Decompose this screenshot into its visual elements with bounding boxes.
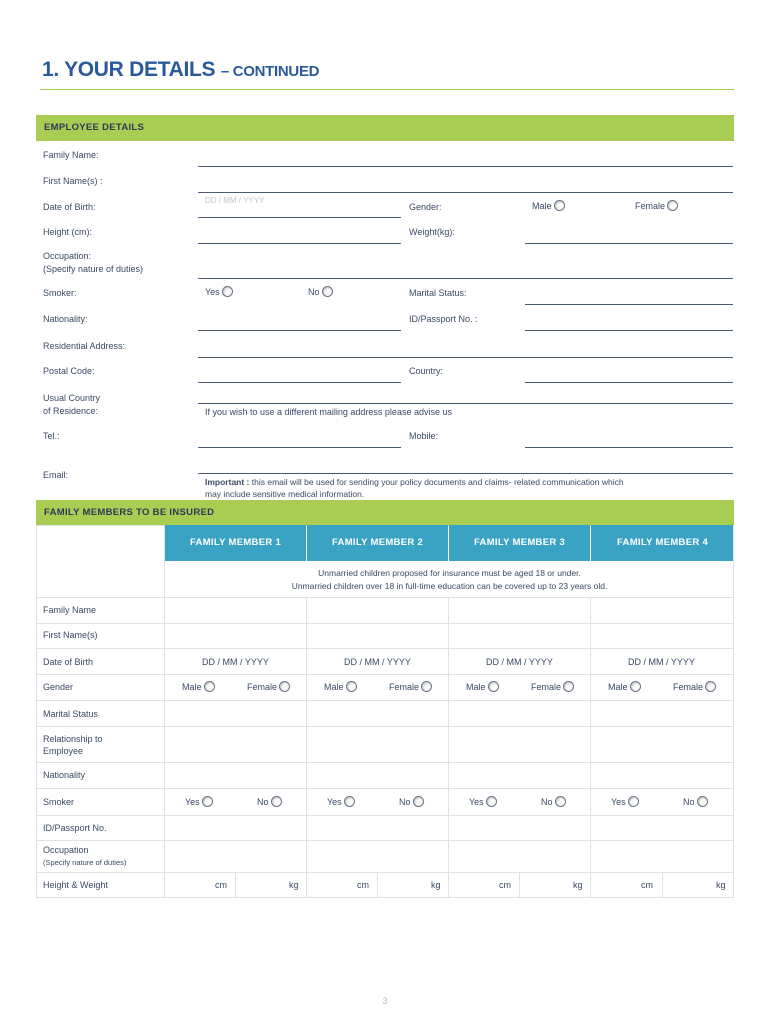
usual-country-field[interactable] <box>198 403 733 404</box>
member-2-cm: cm <box>357 880 369 890</box>
marital-label: Marital Status: <box>409 288 467 298</box>
female-label: Female <box>531 682 562 692</box>
dob-label: Date of Birth: <box>43 202 96 212</box>
member-1-dob-placeholder[interactable]: DD / MM / YYYY <box>202 657 269 667</box>
table-border-right <box>733 525 734 898</box>
male-label: Male <box>466 682 486 692</box>
row-label-occupation: Occupation <box>43 845 89 855</box>
table-divider <box>448 597 449 898</box>
smoker-no-label: No <box>308 287 320 297</box>
gender-female-radio[interactable] <box>667 200 678 211</box>
mailing-address-note: If you wish to use a different mailing address please advise us <box>205 407 452 417</box>
member-1-smoker-no-radio[interactable] <box>271 796 282 807</box>
family-member-2-header: FAMILY MEMBER 2 <box>307 525 448 561</box>
first-names-field[interactable] <box>198 192 733 193</box>
member-1-smoker-no[interactable] <box>257 796 282 807</box>
dob-placeholder: DD / MM / YYYY <box>205 196 265 205</box>
important-label: Important : <box>205 477 250 487</box>
member-1-female-option[interactable] <box>247 681 290 692</box>
gender-label: Gender: <box>409 202 442 212</box>
member-3-smoker-yes-radio[interactable] <box>486 796 497 807</box>
row-label-relationship-2: Employee <box>43 746 84 756</box>
female-label: Female <box>389 682 420 692</box>
member-2-dob-placeholder[interactable]: DD / MM / YYYY <box>344 657 411 667</box>
dob-field[interactable] <box>198 217 401 218</box>
member-4-dob-placeholder[interactable]: DD / MM / YYYY <box>628 657 695 667</box>
page-title <box>42 58 319 82</box>
nationality-label: Nationality: <box>43 314 88 324</box>
member-1-male-option[interactable] <box>182 681 215 692</box>
weight-label: Weight(kg): <box>409 227 455 237</box>
member-4-female-radio[interactable] <box>705 681 716 692</box>
member-3-female-radio[interactable] <box>563 681 574 692</box>
page-number: 3 <box>382 996 388 1006</box>
no-label: No <box>399 797 411 807</box>
age-note-1: Unmarried children proposed for insurance must be aged 18 or under. <box>318 568 581 578</box>
smoker-no-radio[interactable] <box>322 286 333 297</box>
row-label-gender: Gender <box>43 682 74 692</box>
table-row-divider <box>36 597 734 598</box>
family-member-4-header: FAMILY MEMBER 4 <box>591 525 734 561</box>
male-label: Male <box>182 682 202 692</box>
member-1-female-radio[interactable] <box>279 681 290 692</box>
member-4-male-radio[interactable] <box>630 681 641 692</box>
passport-field[interactable] <box>525 330 733 331</box>
gender-male-label: Male <box>532 201 552 211</box>
table-row-divider <box>36 788 734 789</box>
row-label-smoker: Smoker <box>43 797 75 807</box>
member-2-smoker-yes-radio[interactable] <box>344 796 355 807</box>
occupation-hint: (Specify nature of duties) <box>43 264 144 274</box>
usual-country-label-2: of Residence: <box>43 406 99 416</box>
height-field[interactable] <box>198 243 401 244</box>
family-members-title: FAMILY MEMBERS TO BE INSURED <box>44 507 215 518</box>
important-text: this email will be used for sending your policy documents and claims- related communication which <box>249 477 624 487</box>
country-label: Country: <box>409 366 444 376</box>
smoker-yes-label: Yes <box>205 287 220 297</box>
nationality-field[interactable] <box>198 330 401 331</box>
member-1-smoker-yes-radio[interactable] <box>202 796 213 807</box>
member-3-dob-placeholder[interactable]: DD / MM / YYYY <box>486 657 553 667</box>
member-1-male-radio[interactable] <box>204 681 215 692</box>
yes-label: Yes <box>185 797 200 807</box>
smoker-yes-option[interactable] <box>205 286 233 297</box>
member-3-smoker-no-radio[interactable] <box>555 796 566 807</box>
member-4-smoker-yes[interactable] <box>611 796 639 807</box>
female-label: Female <box>247 682 278 692</box>
table-divider <box>662 872 663 898</box>
family-name-field[interactable] <box>198 166 733 167</box>
row-label-occupation-hint: (Specify nature of duties) <box>43 858 127 867</box>
member-2-smoker-no-radio[interactable] <box>413 796 424 807</box>
member-3-cm: cm <box>499 880 511 890</box>
member-3-male-radio[interactable] <box>488 681 499 692</box>
row-label-passport: ID/Passport No. <box>43 823 107 833</box>
occupation-field[interactable] <box>198 278 733 279</box>
row-label-nationality: Nationality <box>43 770 86 780</box>
first-names-label: First Name(s) : <box>43 176 103 186</box>
usual-country-label-1: Usual Country <box>43 393 101 403</box>
member-4-male-option[interactable] <box>608 681 641 692</box>
smoker-yes-radio[interactable] <box>222 286 233 297</box>
postal-field[interactable] <box>198 382 401 383</box>
occupation-label: Occupation: <box>43 251 92 261</box>
passport-label: ID/Passport No. : <box>409 314 478 324</box>
table-row-divider <box>36 700 734 701</box>
email-label: Email: <box>43 470 69 480</box>
weight-field[interactable] <box>525 243 733 244</box>
row-label-first-names: First Name(s) <box>43 630 98 640</box>
member-2-male-radio[interactable] <box>346 681 357 692</box>
family-members-header <box>36 500 734 526</box>
row-label-dob: Date of Birth <box>43 657 94 667</box>
member-2-smoker-yes[interactable] <box>327 796 355 807</box>
member-2-male-option[interactable] <box>324 681 357 692</box>
table-divider <box>164 525 165 898</box>
row-label-marital: Marital Status <box>43 709 99 719</box>
table-divider <box>235 872 236 898</box>
member-1-cm: cm <box>215 880 227 890</box>
family-member-3-header: FAMILY MEMBER 3 <box>449 525 590 561</box>
address-field[interactable] <box>198 357 733 358</box>
gender-female-label: Female <box>635 201 666 211</box>
family-member-1-header: FAMILY MEMBER 1 <box>165 525 306 561</box>
title-divider <box>40 89 734 90</box>
member-3-male-option[interactable] <box>466 681 499 692</box>
table-row-divider <box>36 623 734 624</box>
table-row-divider <box>36 726 734 727</box>
member-4-kg: kg <box>716 880 726 890</box>
table-row-divider <box>36 840 734 841</box>
height-label: Height (cm): <box>43 227 93 237</box>
member-4-smoker-no[interactable] <box>683 796 708 807</box>
employee-details-header <box>36 115 734 141</box>
table-row-divider <box>36 674 734 675</box>
row-label-height-weight: Height & Weight <box>43 880 108 890</box>
table-row-divider <box>36 648 734 649</box>
title-main: 1. YOUR DETAILS <box>42 58 216 81</box>
postal-label: Postal Code: <box>43 366 95 376</box>
address-label: Residential Address: <box>43 341 126 351</box>
table-border-top <box>36 525 165 526</box>
member-1-smoker-yes[interactable] <box>185 796 213 807</box>
row-label-relationship-1: Relationship to <box>43 734 103 744</box>
gender-male-radio[interactable] <box>554 200 565 211</box>
table-divider <box>377 872 378 898</box>
table-divider <box>519 872 520 898</box>
family-name-label: Family Name: <box>43 150 99 160</box>
male-label: Male <box>324 682 344 692</box>
member-3-kg: kg <box>573 880 583 890</box>
yes-label: Yes <box>327 797 342 807</box>
member-4-smoker-no-radio[interactable] <box>697 796 708 807</box>
no-label: No <box>683 797 695 807</box>
smoker-label: Smoker: <box>43 288 77 298</box>
yes-label: Yes <box>469 797 484 807</box>
row-label-family-name: Family Name <box>43 605 97 615</box>
no-label: No <box>257 797 269 807</box>
member-3-female-option[interactable] <box>531 681 574 692</box>
age-eligibility-note <box>165 567 734 593</box>
table-row-divider <box>36 762 734 763</box>
table-border-bottom <box>36 897 734 898</box>
table-divider <box>306 597 307 898</box>
tel-label: Tel.: <box>43 431 60 441</box>
member-2-female-option[interactable] <box>389 681 432 692</box>
table-border-left <box>36 525 37 898</box>
gender-male-option[interactable] <box>532 200 565 211</box>
table-row-divider <box>36 872 734 873</box>
important-text-2: may include sensitive medical information. <box>205 489 365 499</box>
member-4-smoker-yes-radio[interactable] <box>628 796 639 807</box>
female-label: Female <box>673 682 704 692</box>
marital-field[interactable] <box>525 304 733 305</box>
email-important-note <box>205 476 733 500</box>
age-note-2: Unmarried children over 18 in full-time education can be covered up to 23 years old. <box>291 581 608 591</box>
family-members-table <box>36 525 734 898</box>
employee-details-title: EMPLOYEE DETAILS <box>44 122 145 133</box>
member-3-smoker-no[interactable] <box>541 796 566 807</box>
no-label: No <box>541 797 553 807</box>
member-3-smoker-yes[interactable] <box>469 796 497 807</box>
member-2-female-radio[interactable] <box>421 681 432 692</box>
title-suffix: – CONTINUED <box>220 63 320 80</box>
member-4-cm: cm <box>641 880 653 890</box>
gender-female-option[interactable] <box>635 200 678 211</box>
email-field[interactable] <box>198 473 733 474</box>
mobile-field[interactable] <box>525 447 733 448</box>
smoker-no-option[interactable] <box>308 286 333 297</box>
mobile-label: Mobile: <box>409 431 439 441</box>
table-row-divider <box>36 815 734 816</box>
member-4-female-option[interactable] <box>673 681 716 692</box>
member-2-kg: kg <box>431 880 441 890</box>
tel-field[interactable] <box>198 447 401 448</box>
male-label: Male <box>608 682 628 692</box>
country-field[interactable] <box>525 382 733 383</box>
table-divider <box>590 597 591 898</box>
yes-label: Yes <box>611 797 626 807</box>
member-2-smoker-no[interactable] <box>399 796 424 807</box>
member-1-kg: kg <box>289 880 299 890</box>
